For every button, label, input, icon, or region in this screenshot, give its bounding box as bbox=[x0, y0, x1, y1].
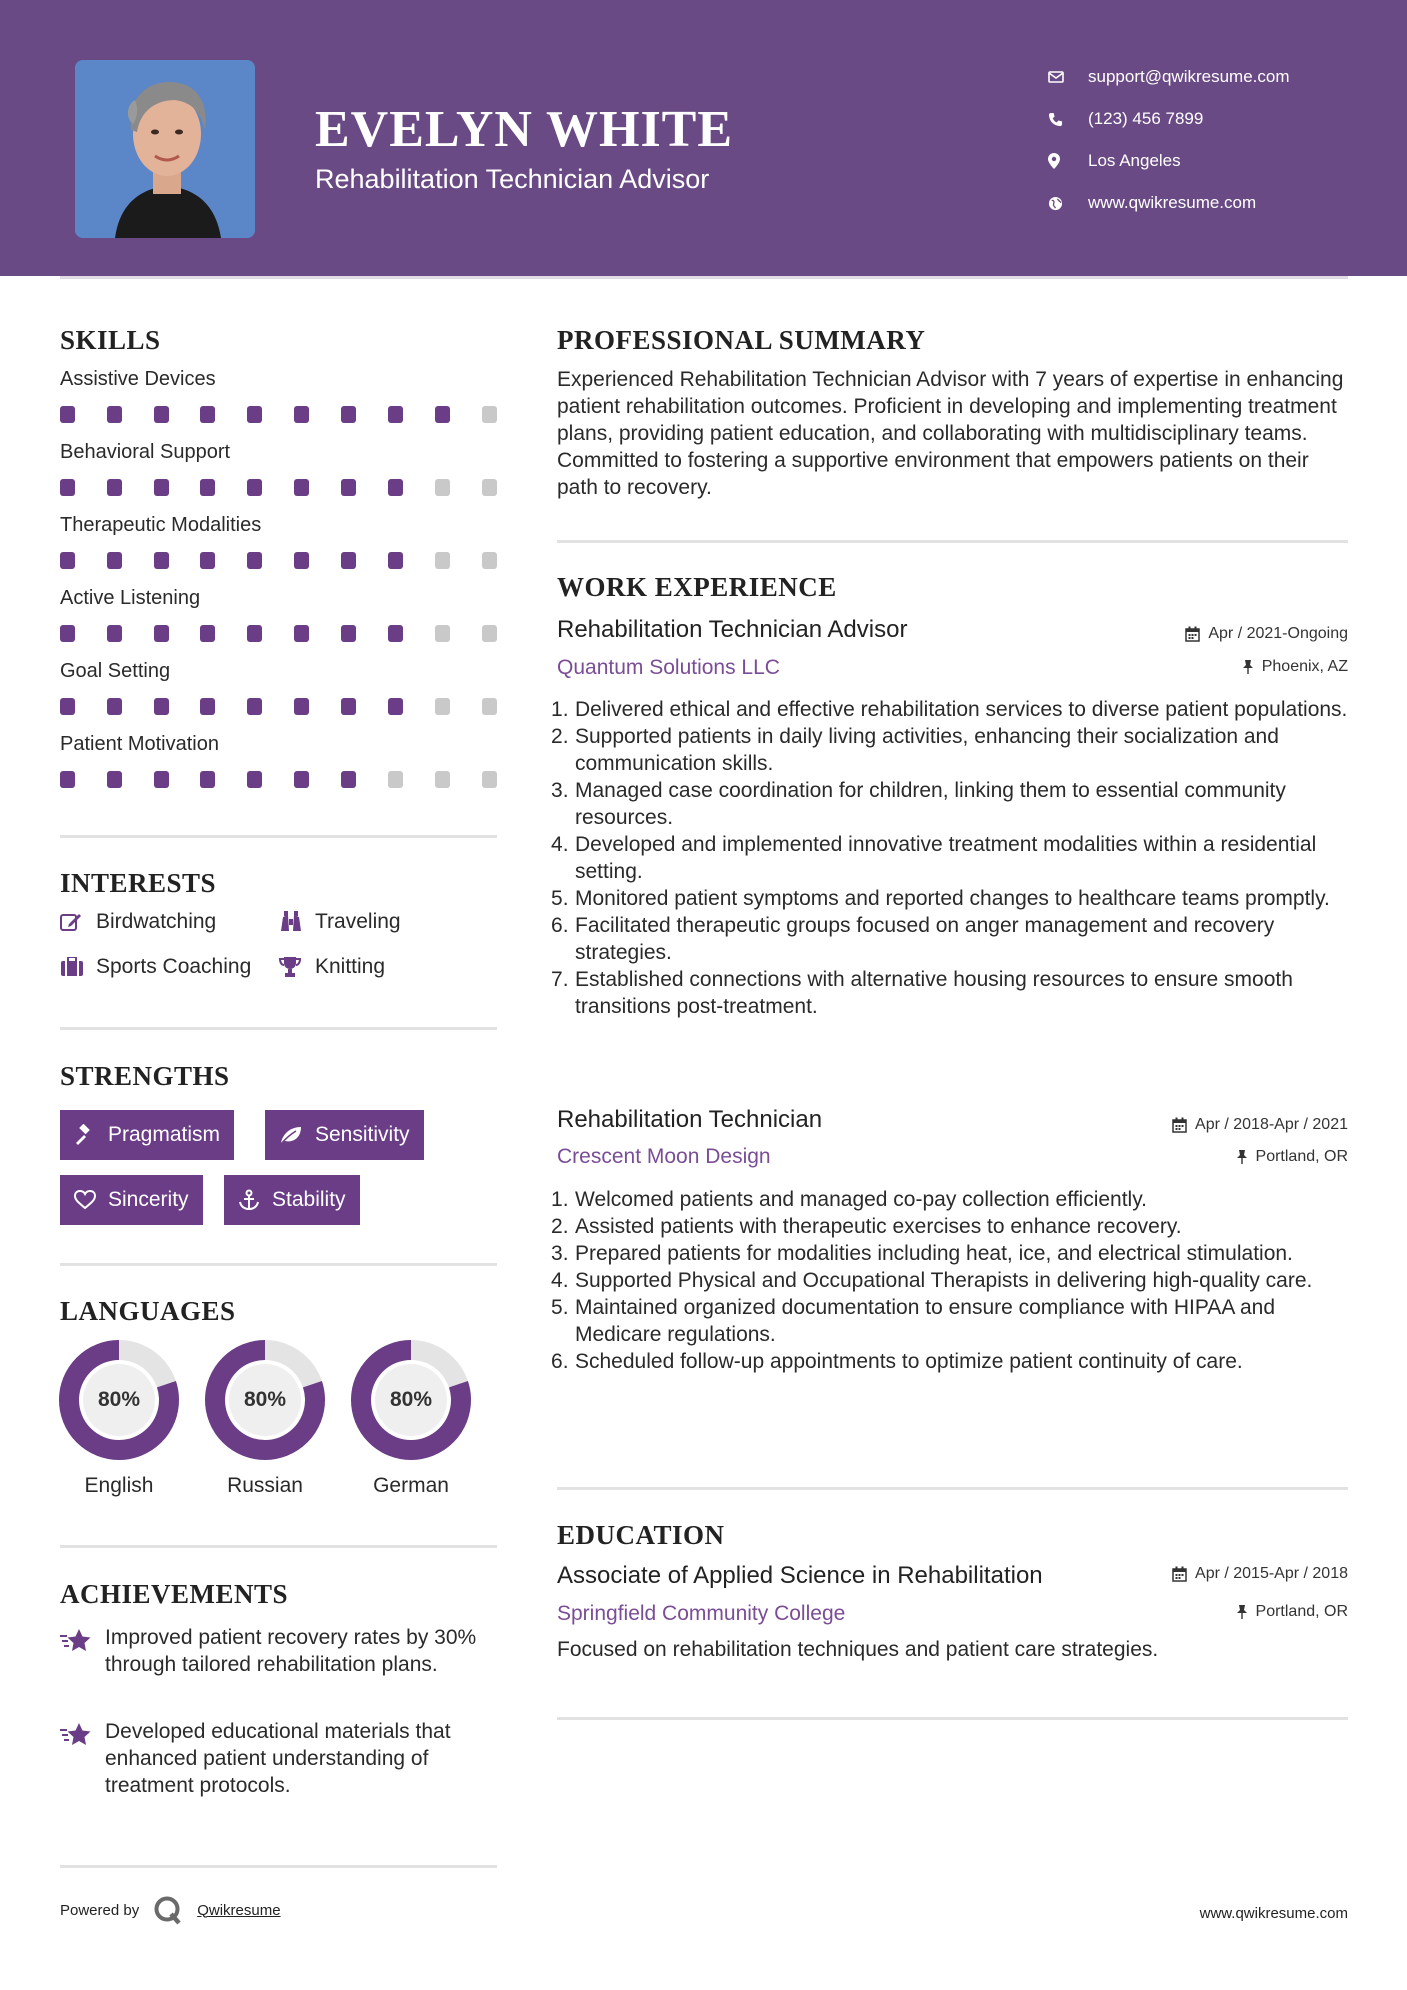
education-dates-text: Apr / 2015-Apr / 2018 bbox=[1195, 1565, 1348, 1582]
interest-label: Knitting bbox=[315, 955, 386, 978]
job-role: Rehabilitation Technician Advisor bbox=[557, 616, 908, 643]
contact-website-text: www.qwikresume.com bbox=[1088, 193, 1257, 212]
rating-dot-filled bbox=[294, 771, 309, 788]
language-percent: 80% bbox=[389, 1388, 433, 1411]
rating-dot-filled bbox=[107, 625, 122, 642]
rating-dot-filled bbox=[388, 552, 403, 569]
strengths-title: STRENGTHS bbox=[60, 1061, 230, 1091]
briefcase-icon bbox=[60, 957, 96, 977]
trophy-icon bbox=[279, 956, 315, 978]
rating-dot-filled bbox=[60, 406, 75, 423]
interests-title: INTERESTS bbox=[60, 868, 217, 898]
interest-item bbox=[60, 955, 251, 979]
rating-dot-filled bbox=[388, 625, 403, 642]
interest-label: Birdwatching bbox=[96, 910, 217, 933]
powered-by-label: Powered by bbox=[60, 1901, 140, 1919]
job-duties bbox=[575, 1186, 1353, 1375]
qwikresume-logo-icon bbox=[153, 1895, 183, 1925]
strength-label: Sensitivity bbox=[315, 1123, 410, 1146]
skill-rating bbox=[60, 406, 500, 426]
rating-dot-filled bbox=[60, 771, 75, 788]
rating-dot-filled bbox=[341, 625, 356, 642]
strength-label: Sincerity bbox=[108, 1188, 189, 1211]
pushpin-icon bbox=[1236, 1604, 1248, 1620]
duty-item: Monitored patient symptoms and reported changes to healthcare teams promptly. bbox=[575, 887, 1330, 910]
job-dates-text: Apr / 2021-Ongoing bbox=[1208, 625, 1348, 642]
footer-website[interactable]: www.qwikresume.com bbox=[1199, 1905, 1348, 1922]
rating-dot-empty bbox=[435, 552, 450, 569]
education-description: Focused on rehabilitation techniques and patient care strategies. bbox=[557, 1638, 1159, 1661]
strength-label: Stability bbox=[272, 1188, 346, 1211]
duty-item: Established connections with alternative housing resources to ensure smooth transitions post-treatment. bbox=[575, 968, 1293, 1018]
contact-website[interactable] bbox=[1048, 182, 1378, 224]
strength-tag bbox=[224, 1175, 360, 1225]
calendar-icon bbox=[1172, 1117, 1187, 1133]
rating-dot-filled bbox=[247, 625, 262, 642]
duty-item: Delivered ethical and effective rehabilitation services to diverse patient populations. bbox=[575, 698, 1348, 721]
candidate-name: EVELYN WHITE bbox=[315, 101, 734, 158]
skill-name: Assistive Devices bbox=[60, 368, 216, 390]
languages-title: LANGUAGES bbox=[60, 1296, 236, 1326]
job-company: Crescent Moon Design bbox=[557, 1145, 771, 1168]
language-item bbox=[203, 1338, 327, 1498]
contact-email[interactable] bbox=[1048, 56, 1378, 98]
interest-item bbox=[60, 910, 216, 934]
rating-dot-filled bbox=[200, 771, 215, 788]
skill-rating bbox=[60, 552, 500, 572]
rating-dot-filled bbox=[200, 479, 215, 496]
rating-dot-filled bbox=[247, 698, 262, 715]
skill-name: Therapeutic Modalities bbox=[60, 514, 262, 536]
envelope-icon bbox=[1048, 71, 1088, 83]
edit-icon bbox=[60, 912, 96, 932]
rating-dot-filled bbox=[60, 552, 75, 569]
rating-dot-empty bbox=[482, 552, 497, 569]
star-icon bbox=[60, 1718, 105, 1799]
job-role: Rehabilitation Technician bbox=[557, 1106, 823, 1133]
contact-phone[interactable] bbox=[1048, 98, 1378, 140]
contact-email-text: support@qwikresume.com bbox=[1088, 67, 1290, 86]
rating-dot-filled bbox=[294, 552, 309, 569]
rating-dot-filled bbox=[107, 698, 122, 715]
job-duties bbox=[575, 696, 1353, 1020]
calendar-icon bbox=[1185, 626, 1200, 642]
education-title: EDUCATION bbox=[557, 1520, 725, 1550]
candidate-title: Rehabilitation Technician Advisor bbox=[315, 164, 710, 194]
pushpin-icon bbox=[1236, 1149, 1248, 1165]
rating-dot-filled bbox=[341, 406, 356, 423]
job-location bbox=[1236, 1148, 1348, 1166]
rating-dot-filled bbox=[294, 625, 309, 642]
job-dates-text: Apr / 2018-Apr / 2021 bbox=[1195, 1116, 1348, 1133]
language-ring bbox=[203, 1338, 327, 1462]
skill-name: Patient Motivation bbox=[60, 733, 219, 755]
strength-tag bbox=[60, 1110, 234, 1160]
rating-dot-filled bbox=[247, 406, 262, 423]
rating-dot-filled bbox=[341, 698, 356, 715]
skill-item bbox=[60, 733, 500, 791]
education-school: Springfield Community College bbox=[557, 1602, 846, 1625]
language-percent: 80% bbox=[243, 1388, 287, 1411]
skills-title: SKILLS bbox=[60, 325, 161, 355]
duty-item: Assisted patients with therapeutic exercises to enhance recovery. bbox=[575, 1215, 1182, 1238]
rating-dot-filled bbox=[341, 479, 356, 496]
rating-dot-filled bbox=[200, 552, 215, 569]
section-divider bbox=[60, 1027, 497, 1030]
footer-powered-by bbox=[60, 1895, 281, 1925]
anchor-icon bbox=[238, 1189, 260, 1211]
skill-name: Goal Setting bbox=[60, 660, 171, 682]
map-marker-icon bbox=[1048, 153, 1088, 169]
rating-dot-empty bbox=[435, 625, 450, 642]
language-name: Russian bbox=[227, 1474, 303, 1497]
section-divider bbox=[557, 540, 1348, 543]
strength-label: Pragmatism bbox=[108, 1123, 221, 1146]
job-location-text: Portland, OR bbox=[1255, 1148, 1348, 1165]
language-ring bbox=[349, 1338, 473, 1462]
skill-item bbox=[60, 660, 500, 718]
rating-dot-empty bbox=[435, 479, 450, 496]
rating-dot-filled bbox=[107, 406, 122, 423]
education-location-text: Portland, OR bbox=[1255, 1603, 1348, 1620]
globe-icon bbox=[1048, 196, 1088, 211]
section-divider bbox=[557, 1717, 1348, 1720]
strength-tag bbox=[60, 1175, 203, 1225]
contact-block bbox=[1048, 56, 1378, 224]
pushpin-icon bbox=[1242, 659, 1254, 675]
language-ring bbox=[57, 1338, 181, 1462]
rating-dot-filled bbox=[247, 479, 262, 496]
rating-dot-filled bbox=[200, 625, 215, 642]
language-percent: 80% bbox=[97, 1388, 141, 1411]
rating-dot-filled bbox=[60, 625, 75, 642]
leaf-icon bbox=[279, 1125, 303, 1145]
duty-item: Supported patients in daily living activities, enhancing their socialization and communication skills. bbox=[575, 725, 1279, 775]
rating-dot-empty bbox=[435, 771, 450, 788]
star-icon bbox=[60, 1624, 105, 1678]
language-name: English bbox=[84, 1474, 154, 1497]
rating-dot-filled bbox=[294, 479, 309, 496]
header-divider bbox=[60, 276, 1348, 279]
rating-dot-filled bbox=[388, 406, 403, 423]
summary-title: PROFESSIONAL SUMMARY bbox=[557, 325, 926, 355]
contact-location bbox=[1048, 140, 1378, 182]
section-divider bbox=[557, 1487, 1348, 1490]
duty-item: Facilitated therapeutic groups focused on anger management and recovery strategies. bbox=[575, 914, 1275, 964]
duty-item: Prepared patients for modalities including heat, ice, and electrical stimulation. bbox=[575, 1242, 1293, 1265]
rating-dot-empty bbox=[482, 771, 497, 788]
job-dates bbox=[1172, 1116, 1348, 1134]
interest-label: Traveling bbox=[315, 910, 401, 933]
rating-dot-empty bbox=[388, 771, 403, 788]
job-location bbox=[1242, 658, 1348, 676]
rating-dot-filled bbox=[247, 771, 262, 788]
rating-dot-filled bbox=[60, 698, 75, 715]
duty-item: Managed case coordination for children, linking them to essential community resources. bbox=[575, 779, 1286, 829]
interest-label: Sports Coaching bbox=[96, 955, 252, 978]
rating-dot-filled bbox=[60, 479, 75, 496]
rating-dot-filled bbox=[154, 552, 169, 569]
skill-item bbox=[60, 587, 500, 645]
section-divider bbox=[60, 1263, 497, 1266]
language-item bbox=[57, 1338, 181, 1498]
rating-dot-filled bbox=[200, 698, 215, 715]
rating-dot-filled bbox=[388, 479, 403, 496]
skill-item bbox=[60, 441, 500, 499]
rating-dot-filled bbox=[200, 406, 215, 423]
header-band bbox=[0, 0, 1407, 276]
contact-phone-text: (123) 456 7899 bbox=[1088, 109, 1204, 128]
binoculars-icon bbox=[279, 911, 315, 933]
rating-dot-filled bbox=[388, 698, 403, 715]
achievement-text: Improved patient recovery rates by 30% through tailored rehabilitation plans. bbox=[105, 1626, 477, 1676]
skill-rating bbox=[60, 479, 500, 499]
interest-item bbox=[279, 910, 401, 934]
rating-dot-empty bbox=[482, 625, 497, 642]
qwikresume-link[interactable]: Qwikresume bbox=[197, 1901, 281, 1919]
rating-dot-empty bbox=[482, 406, 497, 423]
education-degree: Associate of Applied Science in Rehabilitation bbox=[557, 1562, 1043, 1589]
job-company: Quantum Solutions LLC bbox=[557, 656, 780, 679]
achievements-title: ACHIEVEMENTS bbox=[60, 1579, 289, 1609]
duty-item: Developed and implemented innovative treatment modalities within a residential setting. bbox=[575, 833, 1317, 883]
summary-text: Experienced Rehabilitation Technician Advisor with 7 years of expertise in enhancing patient rehabilitation outcomes. Proficient in developing and implementing treatment plans, providing patient education, and collaborating with multidisciplinary teams. Committed to fostering a supportive environment that empowers patients on their path to recovery. bbox=[557, 368, 1344, 499]
skill-name: Behavioral Support bbox=[60, 441, 231, 463]
skill-item bbox=[60, 514, 500, 572]
rating-dot-filled bbox=[107, 479, 122, 496]
rating-dot-filled bbox=[154, 698, 169, 715]
skill-rating bbox=[60, 771, 500, 791]
rating-dot-filled bbox=[154, 479, 169, 496]
calendar-icon bbox=[1172, 1566, 1187, 1582]
duty-item: Supported Physical and Occupational Therapists in delivering high-quality care. bbox=[575, 1269, 1313, 1292]
rating-dot-empty bbox=[435, 698, 450, 715]
contact-location-text: Los Angeles bbox=[1088, 151, 1181, 170]
skill-name: Active Listening bbox=[60, 587, 201, 609]
rating-dot-filled bbox=[154, 625, 169, 642]
education-dates bbox=[1172, 1565, 1348, 1583]
job-location-text: Phoenix, AZ bbox=[1261, 658, 1348, 675]
duty-item: Welcomed patients and managed co-pay collection efficiently. bbox=[575, 1188, 1147, 1211]
achievement-item bbox=[60, 1718, 500, 1799]
skill-rating bbox=[60, 698, 500, 718]
rating-dot-filled bbox=[247, 552, 262, 569]
job-dates bbox=[1185, 625, 1348, 643]
rating-dot-filled bbox=[435, 406, 450, 423]
rating-dot-filled bbox=[154, 771, 169, 788]
section-divider bbox=[60, 1545, 497, 1548]
heart-icon bbox=[74, 1190, 96, 1210]
achievement-text: Developed educational materials that enhanced patient understanding of treatment protocols. bbox=[105, 1720, 451, 1797]
rating-dot-empty bbox=[482, 479, 497, 496]
language-name: German bbox=[373, 1474, 449, 1497]
skill-rating bbox=[60, 625, 500, 645]
rating-dot-filled bbox=[107, 771, 122, 788]
rating-dot-filled bbox=[154, 406, 169, 423]
section-divider bbox=[60, 1865, 497, 1868]
skill-item bbox=[60, 368, 500, 426]
rating-dot-filled bbox=[294, 698, 309, 715]
rating-dot-empty bbox=[482, 698, 497, 715]
gavel-icon bbox=[74, 1124, 96, 1146]
experience-title: WORK EXPERIENCE bbox=[557, 572, 837, 602]
rating-dot-filled bbox=[107, 552, 122, 569]
duty-item: Maintained organized documentation to ensure compliance with HIPAA and Medicare regulations. bbox=[575, 1296, 1276, 1346]
strength-tag bbox=[265, 1110, 424, 1160]
duty-item: Scheduled follow-up appointments to optimize patient continuity of care. bbox=[575, 1350, 1243, 1373]
phone-icon bbox=[1048, 112, 1088, 127]
rating-dot-filled bbox=[341, 552, 356, 569]
interest-item bbox=[279, 955, 385, 979]
rating-dot-filled bbox=[341, 771, 356, 788]
education-location bbox=[1236, 1603, 1348, 1621]
profile-photo bbox=[75, 60, 255, 238]
achievement-item bbox=[60, 1624, 500, 1678]
rating-dot-filled bbox=[294, 406, 309, 423]
language-item bbox=[349, 1338, 473, 1498]
section-divider bbox=[60, 835, 497, 838]
